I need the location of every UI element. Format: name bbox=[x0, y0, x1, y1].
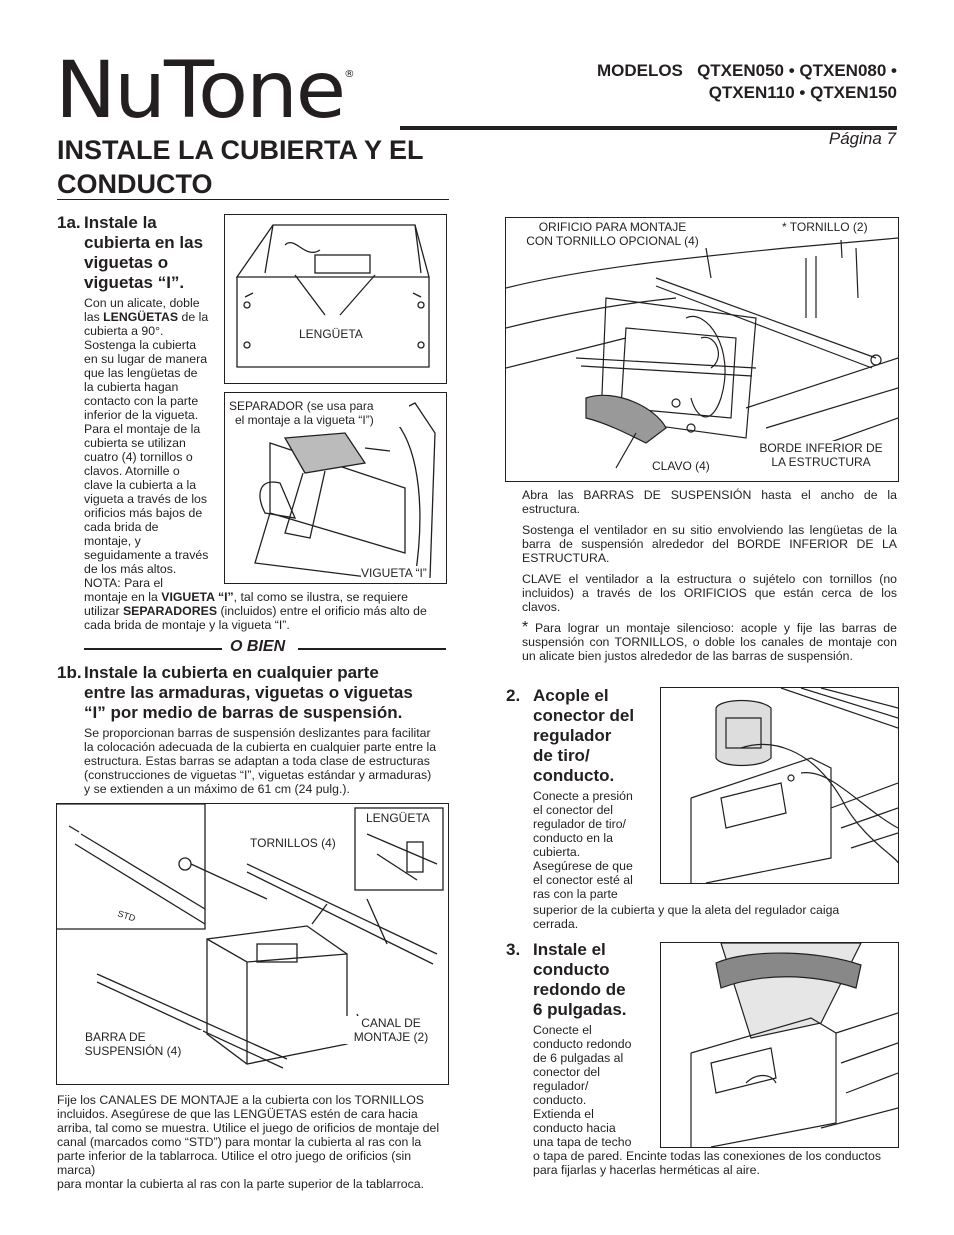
figure-drill-spacer bbox=[224, 392, 447, 584]
body-line: en su lugar de manera bbox=[84, 352, 208, 366]
body-line: Sostenga la cubierta bbox=[84, 338, 197, 352]
heading-line: Instale la cubierta en cualquier parte bbox=[84, 663, 379, 682]
label-tab-1b: LENGÜETA bbox=[366, 811, 430, 825]
body-line: conducto en la bbox=[533, 831, 613, 845]
figure-mount-to-joist bbox=[505, 217, 899, 482]
divider-line-right bbox=[298, 648, 446, 650]
label-tab: LENGÜETA bbox=[299, 327, 363, 341]
title-rule bbox=[57, 199, 449, 200]
label-line: el montaje a la vigueta “I”) bbox=[235, 413, 374, 427]
step-3-heading bbox=[533, 940, 658, 1020]
body-line: para fijarlas y hacerlas herméticas al aire. bbox=[533, 1163, 760, 1177]
heading-line: regulador bbox=[533, 726, 612, 745]
note-line: utilizar SEPARADORES (incluidos) entre el orificio más alto de bbox=[84, 604, 427, 618]
body-line: contacto con la parte bbox=[84, 394, 199, 408]
registered-mark: ® bbox=[344, 69, 355, 80]
body-line: superior de la cubierta y que la aleta del regulador caiga bbox=[533, 903, 840, 917]
label-spacer bbox=[229, 399, 409, 427]
heading-line: conducto. bbox=[533, 766, 615, 785]
body-line: Con un alicate, doble bbox=[84, 296, 200, 310]
step-2-body bbox=[533, 789, 658, 901]
housing-drawing bbox=[225, 215, 446, 383]
body-line: canal (marcados como “STD”) para montar la cubierta al ras con la bbox=[57, 1135, 422, 1149]
body-line: que las lengüetas de bbox=[84, 366, 198, 380]
right-instructions bbox=[522, 488, 897, 663]
heading-line: de tiro/ bbox=[533, 746, 590, 765]
text-line: barra de suspensión alrededor del BORDE INFERIOR DE LA bbox=[522, 537, 897, 551]
heading-line: redondo de bbox=[533, 980, 626, 999]
label-screws: TORNILLOS (4) bbox=[250, 836, 336, 850]
models-line-2: QTXEN110 • QTXEN150 bbox=[708, 83, 897, 102]
step-2-heading bbox=[533, 686, 658, 786]
step-1a-note bbox=[84, 590, 454, 632]
body-line: conducto. bbox=[533, 1093, 587, 1107]
step-2-number: 2. bbox=[506, 686, 521, 705]
paragraph bbox=[522, 523, 897, 565]
divider-line-left bbox=[84, 648, 222, 650]
body-line: incluidos. Asegúrese de que las LENGÜETAS estén de cara hacia bbox=[57, 1107, 418, 1121]
text-line: incluidos) a través de los ORIFICIOS que están cerca de los bbox=[522, 586, 897, 600]
body-line: las LENGÜETAS de la bbox=[84, 310, 209, 324]
models-heading bbox=[597, 60, 897, 104]
label-line: SUSPENSIÓN (4) bbox=[84, 1044, 182, 1058]
label-line: CON TORNILLO OPCIONAL (4) bbox=[526, 234, 699, 248]
label-nail-4: CLAVO (4) bbox=[652, 459, 710, 473]
heading-line: Instale la bbox=[84, 213, 157, 232]
text-line: un alicate bien justos alrededor de las barras de suspensión. bbox=[522, 649, 853, 663]
page-title bbox=[57, 133, 457, 201]
label-line: LA ESTRUCTURA bbox=[771, 455, 871, 469]
step-1a-heading bbox=[84, 213, 224, 293]
body-line: cuatro (4) tornillos o bbox=[84, 450, 193, 464]
step-1b-body bbox=[84, 726, 454, 796]
body-line: y se extienden a un máximo de 61 cm (24 pulg.). bbox=[84, 782, 350, 796]
text-line: estructura. bbox=[522, 502, 581, 516]
body-line: Conecte a presión bbox=[533, 789, 633, 803]
label-line: SEPARADOR (se usa para bbox=[229, 399, 374, 413]
body-line: parte inferior de la tablarroca. Utilice el otro juego de orificios (sin marca) bbox=[57, 1149, 412, 1177]
text-line: * Para lograr un montaje silencioso: acople y fije las barras de bbox=[522, 619, 897, 636]
label-line: BORDE INFERIOR DE bbox=[759, 441, 883, 455]
body-line: Conecte el bbox=[533, 1023, 592, 1037]
text-line: Sostenga el ventilador en su sitio envolviendo las lengüetas de la bbox=[522, 523, 897, 537]
body-line: vigueta a través de los bbox=[84, 492, 208, 506]
step-3-body bbox=[533, 1023, 658, 1149]
body-line: ras con la parte bbox=[533, 887, 618, 901]
body-line: clave la cubierta a la bbox=[84, 478, 197, 492]
body-line: el conector del bbox=[533, 803, 613, 817]
damper-connector-drawing bbox=[661, 688, 898, 883]
title-line-2: CONDUCTO bbox=[57, 169, 213, 199]
page-number: Página 7 bbox=[828, 129, 896, 148]
header-rule bbox=[400, 126, 897, 130]
body-line: cubierta se utilizan bbox=[84, 436, 186, 450]
body-line: conector del bbox=[533, 1065, 600, 1079]
text-line: suspensión con TORNILLOS, o doble los canales de montaje con bbox=[522, 635, 897, 649]
body-line: para montar la cubierta al ras con la parte superior de la tablarroca. bbox=[57, 1177, 425, 1191]
title-line-1: INSTALE LA CUBIERTA Y EL bbox=[57, 135, 424, 165]
paragraph bbox=[522, 621, 897, 663]
text-line: clavos. bbox=[522, 600, 561, 614]
body-line: conducto redondo bbox=[533, 1037, 632, 1051]
step-1a-body bbox=[84, 296, 224, 590]
label-line: ORIFICIO PARA MONTAJE bbox=[538, 220, 687, 234]
label-line: BARRA DE bbox=[85, 1030, 146, 1044]
figure-hanger-bars bbox=[56, 803, 449, 1085]
or-divider bbox=[84, 638, 446, 658]
body-line: Se proporcionan barras de suspensión deslizantes para facilitar bbox=[84, 726, 431, 740]
body-line: regulador de tiro/ bbox=[533, 817, 626, 831]
text-line: CLAVE el ventilador a la estructura o sujételo con tornillos (no bbox=[522, 572, 897, 586]
body-line: (construcciones de viguetas “I”, viguetas estándar y armaduras) bbox=[84, 768, 432, 782]
heading-line: viguetas o bbox=[84, 253, 169, 272]
round-duct-drawing bbox=[661, 943, 898, 1147]
body-line: Asegúrese de que bbox=[533, 859, 633, 873]
heading-line: viguetas “I”. bbox=[84, 273, 185, 292]
text-line: Abra las BARRAS DE SUSPENSIÓN hasta el ancho de la bbox=[522, 488, 897, 502]
step-2-tail bbox=[533, 903, 897, 931]
body-line: la cubierta hagan bbox=[84, 380, 179, 394]
heading-line: “I” por medio de barras de suspensión. bbox=[84, 703, 403, 722]
body-line: seguidamente a través bbox=[84, 548, 209, 562]
body-line: clavos. Atornille o bbox=[84, 464, 180, 478]
body-line: NOTA: Para el bbox=[84, 576, 164, 590]
heading-line: cubierta en las bbox=[84, 233, 204, 252]
label-hanger-bar bbox=[63, 1030, 203, 1058]
body-line: de 6 pulgadas al bbox=[533, 1051, 624, 1065]
label-lower-edge bbox=[748, 441, 894, 469]
body-line: arriba, tal como se muestra. Utilice el juego de orificios de montaje del bbox=[57, 1121, 440, 1135]
heading-line: 6 pulgadas. bbox=[533, 1000, 627, 1019]
note-line: cada brida de montaje y la vigueta “I”. bbox=[84, 618, 290, 632]
body-line: una tapa de techo bbox=[533, 1135, 632, 1149]
heading-line: conector del bbox=[533, 706, 635, 725]
body-line: Extienda el bbox=[533, 1107, 594, 1121]
step-3-tail bbox=[533, 1149, 897, 1177]
step-1b-after-text bbox=[57, 1093, 449, 1191]
body-line: Para el montaje de la bbox=[84, 422, 201, 436]
body-line: estructura. Estas barras se adaptan a toda clase de estructuras bbox=[84, 754, 430, 768]
body-line: de los más altos. bbox=[84, 562, 177, 576]
paragraph bbox=[522, 488, 897, 516]
brand-logo: NuTone® bbox=[55, 46, 355, 136]
or-label: O BIEN bbox=[230, 638, 286, 655]
body-line: orificios más bajos de bbox=[84, 506, 203, 520]
text-line: ESTRUCTURA. bbox=[522, 551, 610, 565]
heading-line: Acople el bbox=[533, 686, 609, 705]
figure-housing-tabs bbox=[224, 214, 447, 384]
label-mounting-channel bbox=[341, 1016, 441, 1044]
body-line: cubierta. bbox=[533, 845, 581, 859]
body-line: el conector esté al bbox=[533, 873, 633, 887]
body-line: montaje, y bbox=[84, 534, 141, 548]
body-line: Fije los CANALES DE MONTAJE a la cubierta con los TORNILLOS bbox=[57, 1093, 424, 1107]
heading-line: conducto bbox=[533, 960, 610, 979]
figure-damper-connector bbox=[660, 687, 899, 884]
body-line: o tapa de pared. Encinte todas las conexiones de los conductos bbox=[533, 1149, 881, 1163]
body-line: cubierta a 90°. bbox=[84, 324, 164, 338]
body-line: cerrada. bbox=[533, 917, 579, 931]
heading-line: entre las armaduras, viguetas o viguetas bbox=[84, 683, 413, 702]
heading-line: Instale el bbox=[533, 940, 606, 959]
label-optional-screw-hole bbox=[510, 220, 715, 248]
label-line: CANAL DE bbox=[361, 1016, 421, 1030]
label-screw-2: * TORNILLO (2) bbox=[782, 220, 868, 234]
label-line: MONTAJE (2) bbox=[353, 1030, 429, 1044]
models-line-1: MODELOS QTXEN050 • QTXEN080 • bbox=[596, 61, 897, 80]
step-1a-number: 1a. bbox=[57, 213, 81, 232]
body-line: inferior de la vigueta. bbox=[84, 408, 199, 422]
body-line: la colocación adecuada de la cubierta en cualquier parte entre la bbox=[84, 740, 437, 754]
std-mark: STD bbox=[116, 908, 137, 924]
paragraph bbox=[522, 572, 897, 614]
body-line: regulador/ bbox=[533, 1079, 589, 1093]
step-1b-number: 1b. bbox=[57, 663, 82, 682]
label-i-joist: VIGUETA “I” bbox=[361, 566, 427, 580]
note-line: montaje en la VIGUETA “I”, tal como se ilustra, se requiere bbox=[84, 590, 408, 604]
body-line: conducto hacia bbox=[533, 1121, 616, 1135]
body-line: cada brida de bbox=[84, 520, 159, 534]
step-3-number: 3. bbox=[506, 940, 521, 959]
step-1b-heading bbox=[84, 663, 464, 723]
figure-round-duct bbox=[660, 942, 899, 1148]
